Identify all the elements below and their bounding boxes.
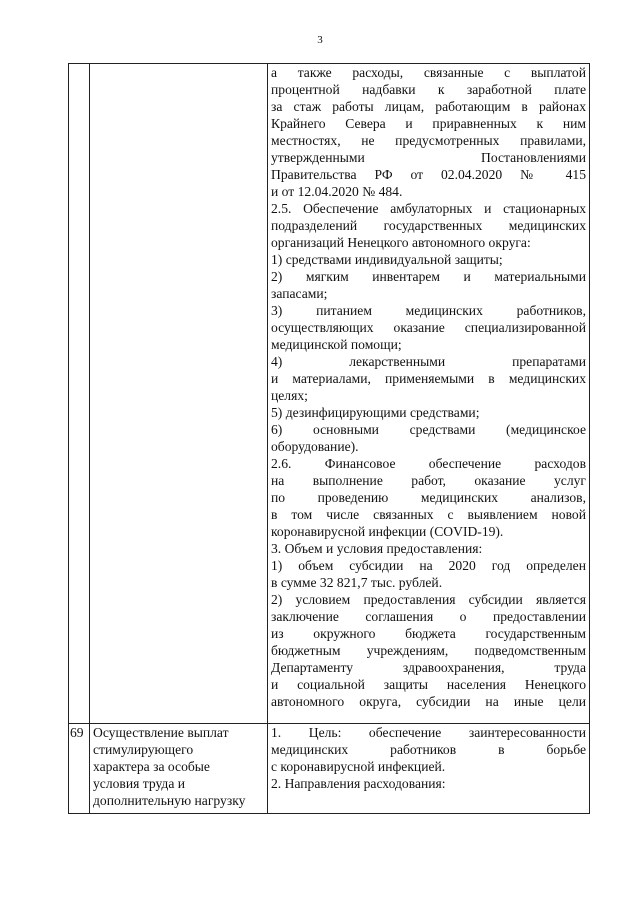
page-number: 3: [317, 34, 323, 46]
text-line: 2.6. Финансовое обеспечение расходов: [271, 456, 586, 471]
text-line: 1. Цель: обеспечение заинтересованности: [271, 725, 586, 740]
text-line: запасами;: [271, 286, 328, 301]
text-line: с коронавирусной инфекцией.: [271, 759, 446, 774]
text-line: условия труда и: [93, 776, 186, 791]
text-line: 4) лекарственными препаратами: [271, 354, 586, 369]
text-line: 2. Направления расходования:: [271, 776, 446, 791]
text-line: 2) мягким инвентарем и материальными: [271, 269, 586, 284]
document-table: [68, 63, 590, 814]
text-line: Департаменту здравоохранения, труда: [271, 660, 586, 675]
text-line: коронавирусной инфекции (COVID-19).: [271, 524, 504, 539]
text-line: подразделений государственных медицинских: [271, 218, 586, 233]
text-line: процентной надбавки к заработной плате: [271, 82, 586, 97]
text-line: оборудование).: [271, 439, 359, 454]
text-line: медицинских работников в борьбе: [271, 742, 586, 757]
text-line: автономного округа, субсидии на иные цели: [271, 694, 586, 709]
text-line: характера за особые: [93, 759, 210, 774]
text-line: медицинской помощи;: [271, 337, 402, 352]
text-line: 2.5. Обеспечение амбулаторных и стационарных: [271, 201, 586, 216]
text-line: Правительства РФ от 02.04.2020 № 415: [271, 167, 586, 182]
row-number-cell: 69: [69, 724, 90, 814]
row-text-cell: [268, 724, 590, 814]
text-line: 3) питанием медицинских работников,: [271, 303, 586, 318]
row-name-cell: [90, 64, 268, 724]
text-line: 6) основными средствами (медицинское: [271, 422, 586, 437]
text-line: из окружного бюджета государственным: [271, 626, 586, 641]
text-line: и от 12.04.2020 № 484.: [271, 184, 403, 199]
text-line: по проведению медицинских анализов,: [271, 490, 586, 505]
text-line: 1) средствами индивидуальной защиты;: [271, 252, 503, 267]
text-line: и социальной защиты населения Ненецкого: [271, 677, 586, 692]
row-number-cell: [69, 64, 90, 724]
text-line: Осуществление выплат: [93, 725, 229, 740]
text-line: 1) объем субсидии на 2020 год определен: [271, 558, 586, 573]
text-line: 3. Объем и условия предоставления:: [271, 541, 483, 556]
row-text-cell: [268, 64, 590, 724]
text-line: организаций Ненецкого автономного округа:: [271, 235, 531, 250]
text-line: в сумме 32 821,7 тыс. рублей.: [271, 575, 443, 590]
text-line: заключение соглашения о предоставлении: [271, 609, 586, 624]
text-line: дополнительную нагрузку: [93, 793, 246, 808]
text-line: бюджетным учреждениям, подведомственным: [271, 643, 586, 658]
text-line: в том числе связанных с выявлением новой: [271, 507, 586, 522]
text-line: целях;: [271, 388, 308, 403]
text-line: 5) дезинфицирующими средствами;: [271, 405, 480, 420]
text-line: утвержденными Постановлениями: [271, 150, 586, 165]
text-line: и материалами, применяемыми в медицинских: [271, 371, 586, 386]
text-line: за стаж работы лицам, работающим в районах: [271, 99, 586, 114]
text-line: на выполнение работ, оказание услуг: [271, 473, 586, 488]
text-line: стимулирующего: [93, 742, 194, 757]
text-line: 2) условием предоставления субсидии является: [271, 592, 586, 607]
row-name-cell: [90, 724, 268, 814]
text-line: Крайнего Севера и приравненных к ним: [271, 116, 586, 131]
text-line: осуществляющих оказание специализированной: [271, 320, 586, 335]
table-row: [69, 724, 590, 814]
text-line: а также расходы, связанные с выплатой: [271, 65, 586, 80]
text-line: местностях, не предусмотренных правилами,: [271, 133, 586, 148]
table-row: [69, 64, 590, 724]
